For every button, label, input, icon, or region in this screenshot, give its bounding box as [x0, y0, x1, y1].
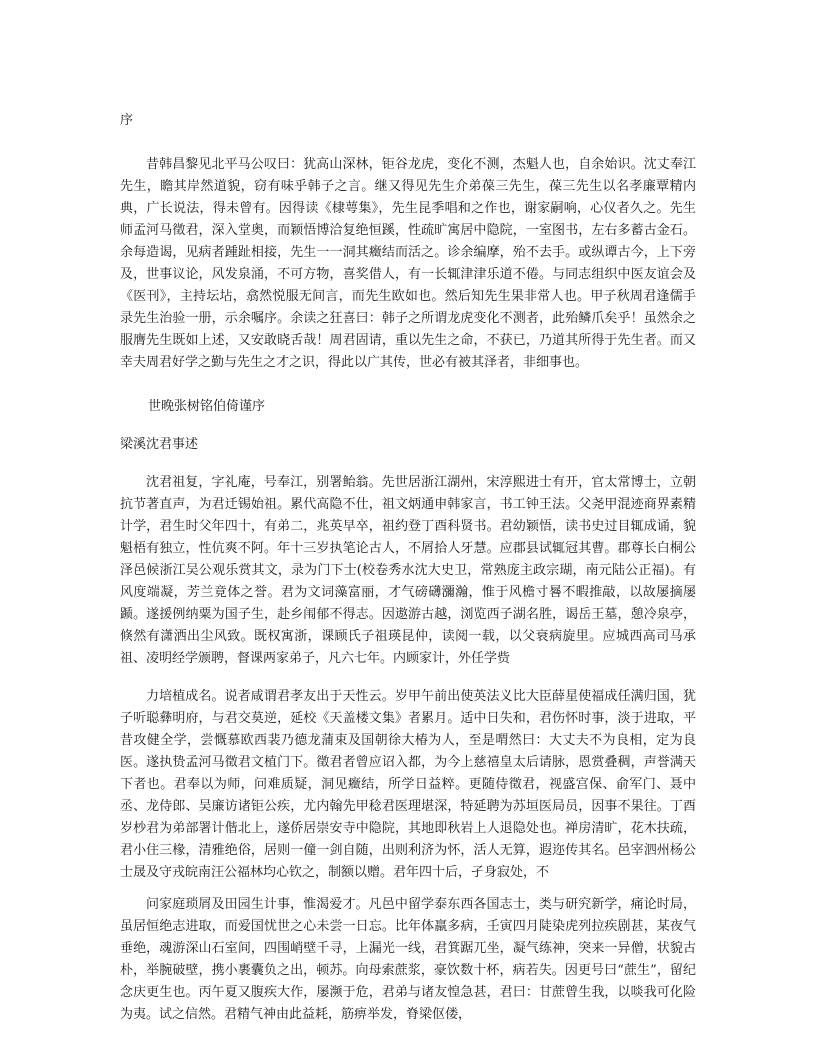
spacer: [120, 374, 696, 396]
account-title: 梁溪沈君事述: [120, 437, 199, 452]
document-page: [120, 110, 696, 1026]
account-paragraph-1: 沈君祖复，字礼庵，号奉江，别署鲐翁。先世居浙江湖州，宋淳熙进士有开，官太常博士，立朝抗节著直声，为君迁锡始祖。累代高隐不仕，祖文炳通申韩家言，书工钟王法。父尧甲混迹商界素精计学，君生时父年四十，有弟二，兆英早卒，祖约登丁酉科贤书。君幼颖悟，读书史过目辄成诵，貌魁梧有独立，性伉爽不阿。年十三岁执笔论古人，不屑拾人牙慧。应郡县试辄冠其曹。郡尊长白桐公泽邑候浙江吴公观乐赏其文，录为门下士(校卷秀水沈大史卫，常熟庞主政宗瑚，南元陆公正福)。有风度端凝，芳兰竟体之誉。君为文词藻富丽，才气磅礴瀰瀚，惟于风檐寸晷不暇推敲，以故屡摘屡踬。遂援例纳粟为国子生，赴乡闱郁不得志。因遨游古越，浏览西子湖名胜，谒岳王墓，憩冷泉亭，倏然有潇洒出尘风致。既权寓浙，课顾氏子祖瑛昆仲，读阅一载，以父衰病旋里。应城西高司马承祖、凌明经学颁聘，督课两家弟子，凡六七年。内顾家计，外任学赀: [120, 475, 696, 666]
preface-signature: 世晚张树铭伯倚谨序: [148, 399, 266, 414]
preface-body: 昔韩昌黎见北平马公叹曰：犹高山深林，钜谷龙虎，变化不测，杰魁人也，自余始识。沈丈奉江先生，瞻其岸然道貌，窃有味乎韩子之言。继又得见先生介弟葆三先生，葆三先生以名孝廉覃精内典，广长说法，得未曾有。因得读《棣萼集》，先生昆季唱和之作也，谢家嗣响，心仪者久之。先生师孟河马徵君，深入堂奥，而颖悟博洽复绝恒蹊，性疏旷寓居中隐院，一室图书，左右多蓄古金石。余每造谒，见病者踵趾相接，先生一一洞其癥结而活之。诊余编摩，殆不去手。或纵谭古今，上下旁及，世事议论，风发泉涌，不可方物，喜奖借人，有一长辄津津乐道不倦。与同志组织中医友谊会及《医刊》，主持坛坫，翕然悦服无间言，而先生欧如也。然后知先生果非常人也。甲子秋周君逢儒手录先生治验一册，示余嘱序。余读之狂喜曰：韩子之所谓龙虎变化不测者，此殆鳞爪矣乎！虽然余之服膺先生既如上述，又安敢晓舌哉！周君固请，重以先生之命，不获已，乃道其所得于先生者。而又幸夫周君好学之勤与先生之才之识，得此以广其传，世必有被其泽者，非细事也。: [120, 157, 696, 370]
preface-title: 序: [120, 113, 134, 128]
account-paragraph-2: 力培植成名。说者咸谓君孝友出于天性云。岁甲午前出使英法义比大臣薛星使福成任满归国，犹子听聪彝明府，与君交莫逆，延校《天盖楼文集》者累月。适中日失和，君伤怀时事，淡于进取，平昔攻健全学，尝慨慕欧西裴乃德龙蒲束及国朝徐大椿为人，至是喟然曰：大丈夫不为良相，定为良医。遂执贽孟河马徵君文植门下。徵君者曾应诏入都，为今上慈禧皇太后请脉，恩赏叠稠，声誉满天下者也。君奉以为师，问难质疑，洞见癥结，所学日益粹。更随侍徵君，视盛宫保、俞军门、聂中丞、龙侍郎、吴廉访诸钜公疾，尤内翰先甲稔君医理堪深，特延聘为苏垣医局员，因事不果往。丁酉岁杪君为弟部署计偕北上，遂侨居崇安寺中隐院，其地即秋岩上人退隐处也。禅房清旷，花木扶疏，君小住三椽，清雅绝俗，居则一僮一剑自随，出则利济为怀，活人无算，遐迩传其名。邑宰泗州杨公士晟及守戎皖南汪公福林均心钦之，制额以赠。君年四十后，孑身寂处，不: [120, 689, 696, 880]
spacer: [120, 670, 696, 686]
spacer: [120, 456, 696, 472]
spacer: [120, 418, 696, 434]
spacer: [120, 884, 696, 894]
spacer: [120, 132, 696, 154]
account-paragraph-3: 问家庭琐屑及田园生计事，惟渴爱才。凡邑中留学泰东西各国志士，类与研究新学，痛论时局，虽居恒绝志进取，而爱国忧世之心未尝一日忘。比年体羸多病，壬寅四月陡染虎列拉疾剧甚，某夜气垂绝，魂游深山石室间，四围峭壁千寻，上漏光一线，君箕踞兀坐，凝气练神，突来一异僧，状貌古朴，举腕破壁，携小裹囊负之出，顿苏。向母索蔗浆，豪饮数十杯，病若失。因更号曰“蔗生”，留纪念庆更生也。丙午夏又腹疾大作，屡濒于危，君弟与诸友惶急甚，君曰：甘蔗曾生我，以啖我可化险为夷。试之信然。君精气神由此益耗，筋痹举发，脊梁伛偻，: [120, 897, 696, 1022]
